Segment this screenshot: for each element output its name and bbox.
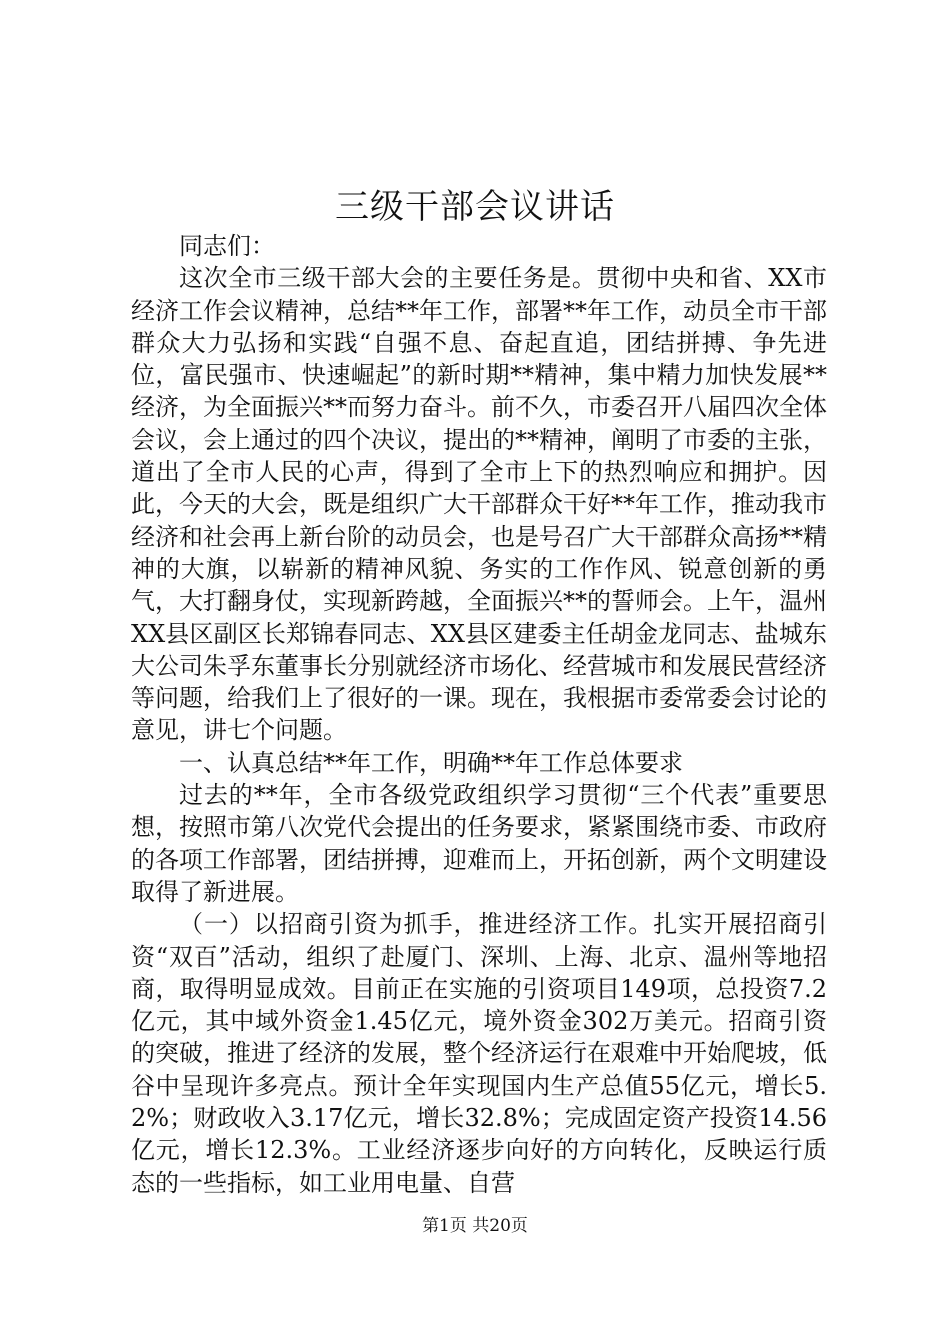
paragraph-review: 过去的**年，全市各级党政组织学习贯彻“三个代表”重要思想，按照市第八次党代会提出的任务要求，紧紧围绕市委、市政府的各项工作部署，团结拼搏，迎难而上，开拓创新，两个文明建设取得了新进展。	[131, 781, 827, 906]
paragraph-intro: 这次全市三级干部大会的主要任务是。贯彻中央和省、XX市经济工作会议精神，总结**年工作，部署**年工作，动员全市干部群众大力弘扬和实践“自强不息、奋起直追，团结拼搏、争先进位，富民强市、快速崛起”的新时期**精神，集中精力加快发展**经济，为全面振兴**而努力奋斗。前不久，市委召开八届四次全体会议，会上通过的四个决议，提出的**精神，阐明了市委的主张，道出了全市人民的心声，得到了全市上下的热烈响应和拥护。因此，今天的大会，既是组织广大干部群众干好**年工作，推动我市经济和社会再上新台阶的动员会，也是号召广大干部群众高扬**精神的大旗，以崭新的精神风貌、务实的工作作风、锐意创新的勇气，大打翻身仗，实现新跨越，全面振兴**的誓师会。上午，温州XX县区副区长郑锦春同志、XX县区建委主任胡金龙同志、盐城东大公司朱孚东董事长分别就经济市场化、经营城市和发展民营经济等问题，给我们上了很好的一课。现在，我根据市委常委会讨论的意见，讲七个问题。	[131, 264, 827, 745]
document-title: 三级干部会议讲话	[335, 187, 615, 227]
page-footer: 第1页 共20页	[422, 1216, 528, 1236]
salutation: 同志们：	[179, 232, 275, 260]
document-body	[131, 230, 827, 1199]
section-heading-1: 一、认真总结**年工作，明确**年工作总体要求	[179, 748, 683, 777]
paragraph-investment: （一）以招商引资为抓手，推进经济工作。扎实开展招商引资“双百”活动，组织了赴厦门、深圳、上海、北京、温州等地招商，取得明显成效。目前正在实施的引资项目149项，总投资7.2亿元，其中域外资金1.45亿元，境外资金302万美元。招商引资的突破，推进了经济的发展，整个经济运行在艰难中开始爬坡，低谷中呈现许多亮点。预计全年实现国内生产总值55亿元，增长5.2%；财政收入3.17亿元，增长32.8%；完成固定资产投资14.56亿元，增长12.3%。工业经济逐步向好的方向转化，反映运行质态的一些指标，如工业用电量、自营	[131, 910, 827, 1197]
